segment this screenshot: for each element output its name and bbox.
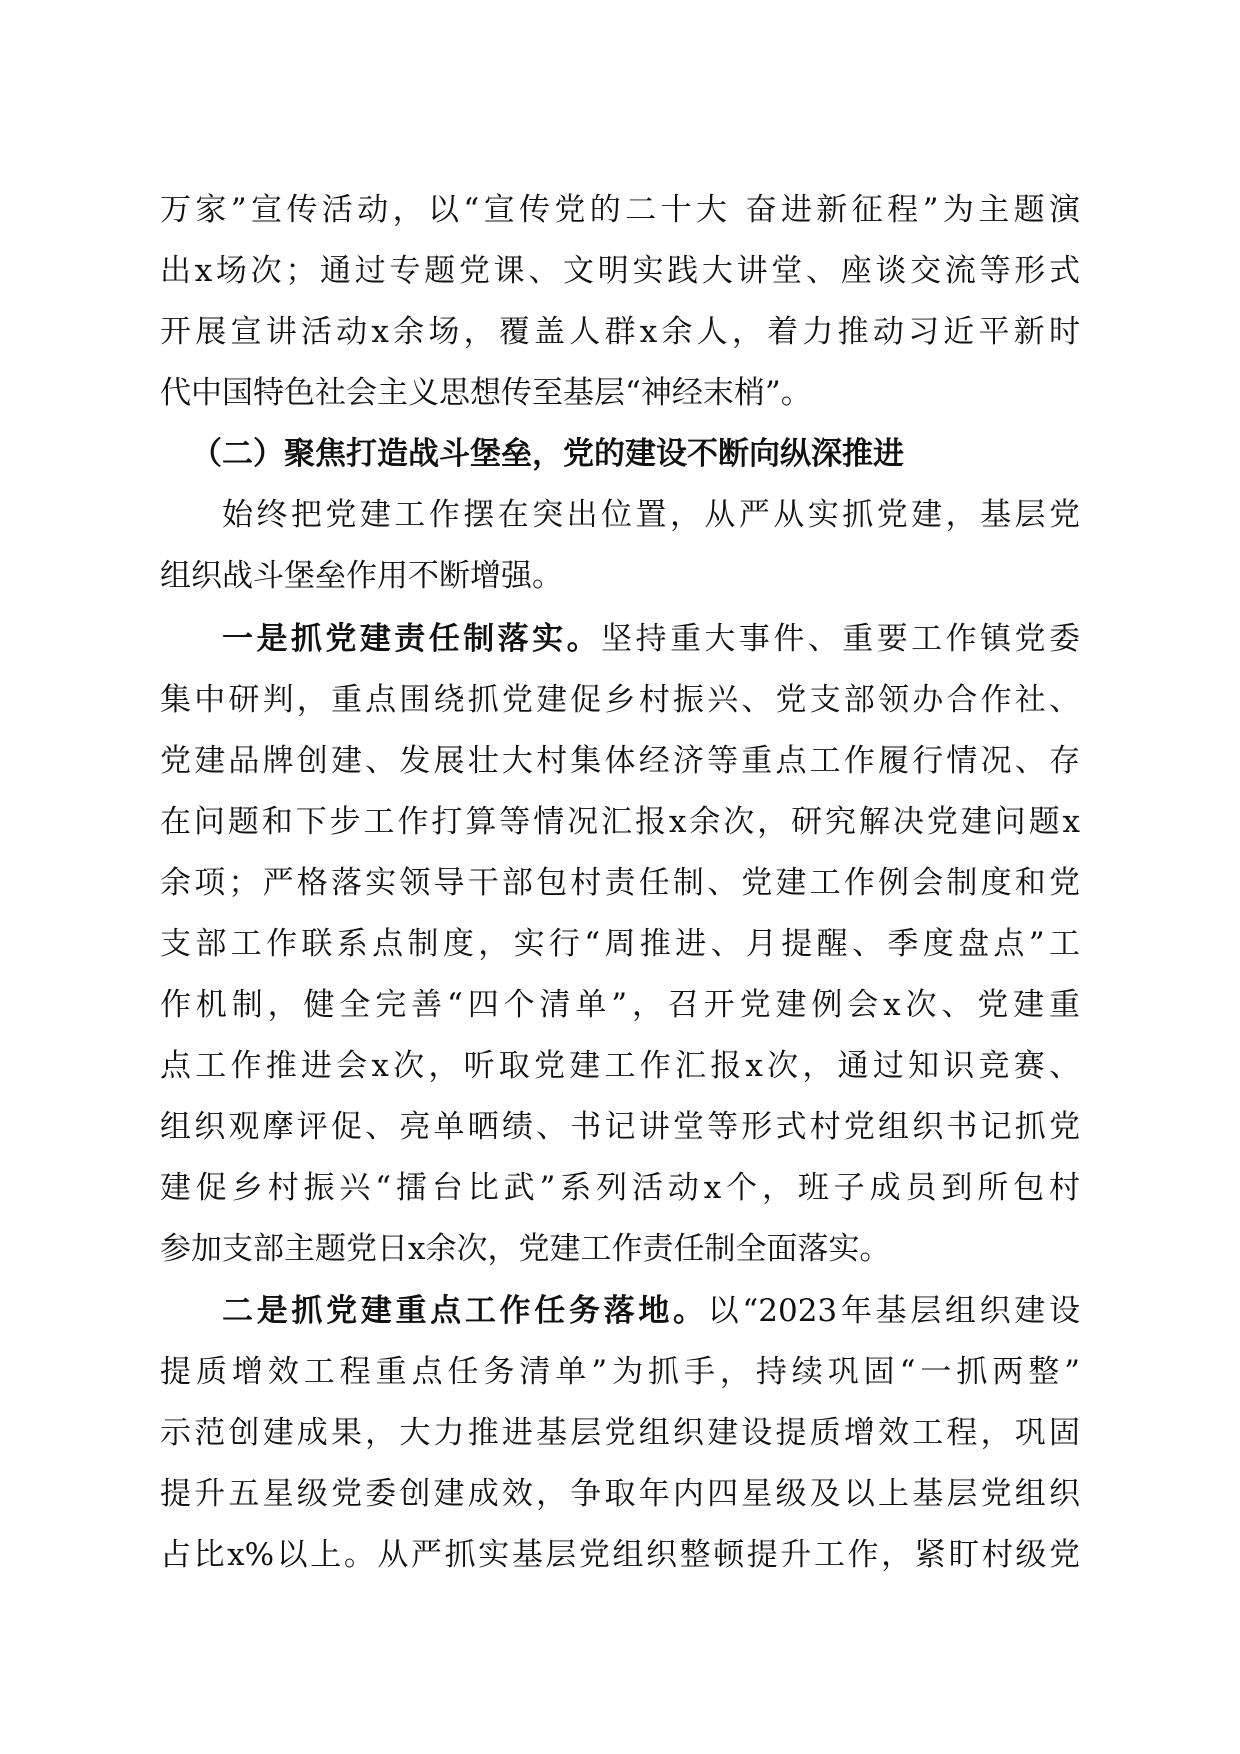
body-text-line: 点工作推进会x次，听取党建工作汇报x次，通过知识竞赛、: [160, 1048, 1080, 1084]
point-two-first-text: 以“2023年基层组织建设: [707, 1293, 1080, 1329]
body-text-line: 代中国特色社会主义思想传至基层“神经末梢”。: [160, 375, 812, 411]
point-one-first-text: 坚持重大事件、重要工作镇党委: [601, 621, 1081, 657]
section-heading: （二）聚焦打造战斗堡垒，党的建设不断向纵深推进: [191, 436, 904, 472]
body-text-line: 党建品牌创建、发展壮大村集体经济等重点工作履行情况、存: [160, 743, 1080, 779]
point-one-lead: 一是抓党建责任制落实。: [222, 621, 602, 657]
body-text-line: 余项；严格落实领导干部包村责任制、党建工作例会制度和党: [160, 865, 1080, 901]
body-text-line: 集中研判，重点围绕抓党建促乡村振兴、党支部领办合作社、: [160, 682, 1080, 718]
body-text-line: 占比x%以上。从严抓实基层党组织整顿提升工作，紧盯村级党: [160, 1537, 1080, 1573]
body-text-line: 参加支部主题党日x余次，党建工作责任制全面落实。: [160, 1231, 891, 1267]
body-text-line: 出x场次；通过专题党课、文明实践大讲堂、座谈交流等形式: [160, 253, 1080, 289]
body-text-line: 示范创建成果，大力推进基层党组织建设提质增效工程，巩固: [160, 1415, 1080, 1451]
body-text-line: 组织战斗堡垒作用不断增强。: [160, 558, 563, 594]
point-one-first-line: [222, 611, 1080, 667]
body-text-line: 建促乡村振兴“擂台比武”系列活动x个，班子成员到所包村: [160, 1170, 1080, 1206]
point-two-lead: 二是抓党建重点工作任务落地。: [222, 1293, 708, 1329]
body-text-line: 组织观摩评促、亮单晒绩、书记讲堂等形式村党组织书记抓党: [160, 1109, 1080, 1145]
point-two-first-line: [222, 1283, 1080, 1339]
body-text-line: 开展宣讲活动x余场，覆盖人群x余人，着力推动习近平新时: [160, 314, 1080, 350]
body-text-line: 始终把党建工作摆在突出位置，从严从实抓党建，基层党: [222, 497, 1080, 533]
body-text-line: 作机制，健全完善“四个清单”，召开党建例会x次、党建重: [160, 987, 1080, 1023]
body-text-line: 在问题和下步工作打算等情况汇报x余次，研究解决党建问题x: [160, 804, 1080, 840]
body-text-line: 提质增效工程重点任务清单”为抓手，持续巩固“一抓两整”: [160, 1354, 1080, 1390]
body-text-line: 支部工作联系点制度，实行“周推进、月提醒、季度盘点”工: [160, 926, 1080, 962]
body-text-line: 提升五星级党委创建成效，争取年内四星级及以上基层党组织: [160, 1476, 1080, 1512]
body-text-line: 万家”宣传活动，以“宣传党的二十大 奋进新征程”为主题演: [160, 192, 1080, 228]
